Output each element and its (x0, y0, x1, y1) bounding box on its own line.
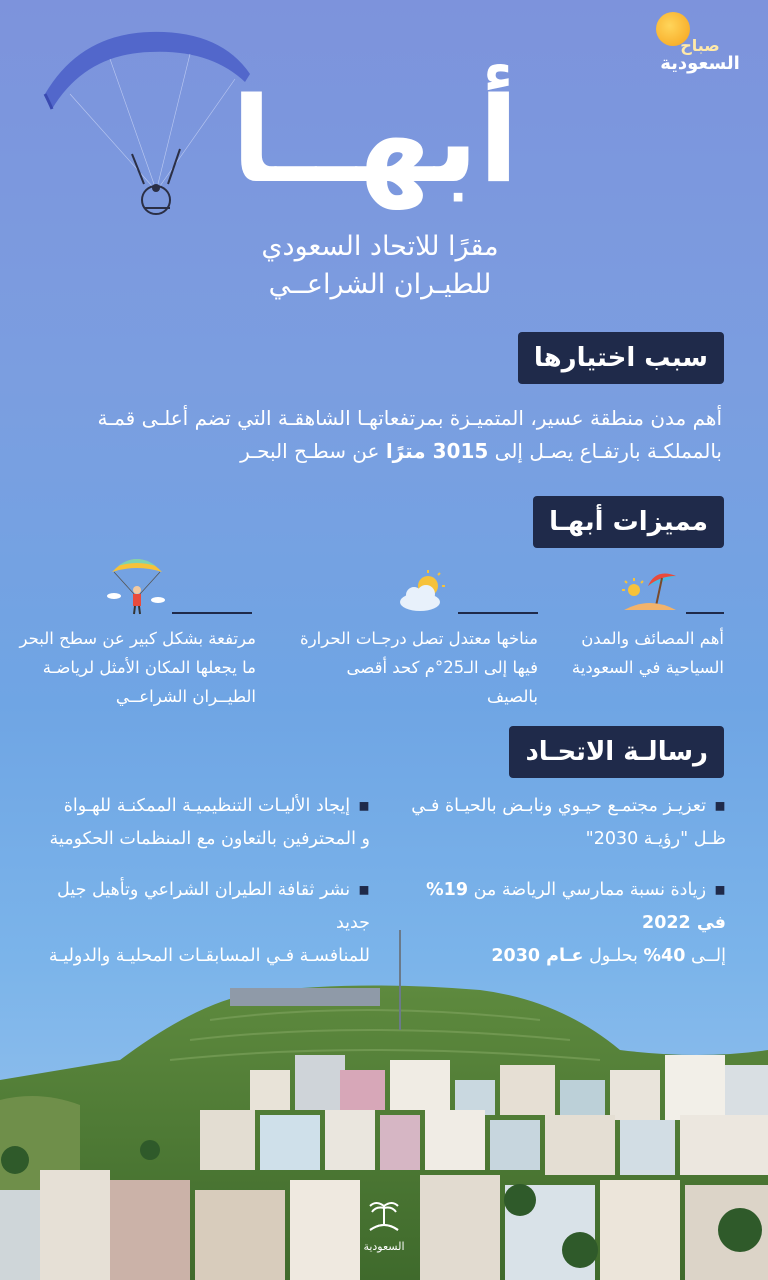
feature2-text (298, 624, 538, 711)
feature2-line1: مناخها معتدل تصل درجـات الحرارة (300, 629, 538, 648)
bullet-icon: ▪ (714, 796, 726, 816)
emblem-label: السعودية (363, 1240, 405, 1253)
brand-logo (640, 10, 750, 80)
sun-cloud-icon (398, 570, 448, 614)
saudi-emblem (356, 1196, 412, 1262)
features-heading: مميزات أبهـا (533, 496, 724, 548)
feature3-line (172, 612, 252, 614)
mission-item2-line1 (26, 790, 370, 823)
mission-item4-text1: نشر ثقافة الطيران الشراعي وتأهيل جيل جديد (57, 880, 370, 933)
feature1-line2: السياحية في السعودية (571, 658, 724, 677)
feature2-line2: فيها إلى الـ25°م كحد أقصى بالصيف (346, 658, 538, 706)
bullet-icon: ▪ (358, 796, 370, 816)
logo-line2: السعودية (660, 53, 740, 74)
mission-item4-line2: للمنافسـة فـي المسابقـات المحليـة والدوليـة (48, 946, 370, 966)
reason-heading: سبب اختيارها (518, 332, 724, 384)
mission-item3-pre: زيادة نسبة ممارسي الرياضة من (468, 880, 707, 900)
mission-item3-bold: 19% في 2022 (426, 880, 726, 933)
mission-item3-line2-pre: إلــى (685, 946, 726, 966)
mission-item1-text1: تعزيـز مجتمـع حيـوي ونابـض بالحيـاة فـي (411, 796, 707, 816)
reason-line2-post: عن سطـح البحـر (240, 439, 386, 463)
mission-item1-line2: ظـل "رؤيـة 2030" (585, 829, 726, 849)
feature3-line3: الطيــران الشراعــي (115, 687, 256, 706)
feature1-line1: أهم المصائف والمدن (581, 629, 724, 648)
reason-line1: أهم مدن منطقة عسير، المتميـزة بمرتفعاتهـا الشاهقـة التي تضم أعلـى قمـة (97, 406, 722, 430)
page-title: أبهــا (231, 71, 519, 209)
feature3-line1: مرتفعة بشكل كبير عن سطح البحر (19, 629, 256, 648)
mission-item1-line1 (396, 790, 726, 823)
page-subtitle (200, 228, 560, 304)
paramotor-image (40, 24, 260, 224)
mission-item3-mid: بحلـول (583, 946, 644, 966)
mission-item3-year: عـام 2030 (491, 946, 584, 966)
feature3-line2: ما يجعلها المكان الأمثل لرياضـة (42, 658, 256, 677)
paraglider-icon (104, 550, 170, 616)
mission-item (396, 790, 726, 856)
mission-item3-target: 40% (643, 946, 686, 966)
mission-item2-line2: و المحترفين بالتعاون مع المنظمات الحكومية (49, 829, 370, 849)
reason-paragraph (42, 402, 722, 468)
subtitle-line2: للطيـران الشراعــي (268, 269, 492, 300)
reason-line2-pre: بالمملكـة بارتفـاع يصـل إلى (488, 439, 722, 463)
feature2-line (458, 612, 538, 614)
bullet-icon: ▪ (358, 880, 370, 900)
subtitle-line1: مقرًا للاتحاد السعودي (261, 231, 499, 262)
beach-umbrella-icon (618, 566, 682, 616)
mission-item2-text1: إيجاد الأليـات التنظيميـة الممكنـة للهـواة (63, 796, 351, 816)
feature1-line (686, 612, 724, 614)
logo-line1: صباح (680, 36, 720, 55)
feature3-text (16, 624, 256, 711)
palm-swords-icon (364, 1196, 404, 1236)
mission-item (26, 790, 370, 856)
reason-line2 (42, 435, 722, 468)
mission-heading: رسالـة الاتحـاد (509, 726, 724, 778)
bullet-icon: ▪ (714, 880, 726, 900)
reason-altitude: 3015 مترًا (385, 439, 489, 463)
